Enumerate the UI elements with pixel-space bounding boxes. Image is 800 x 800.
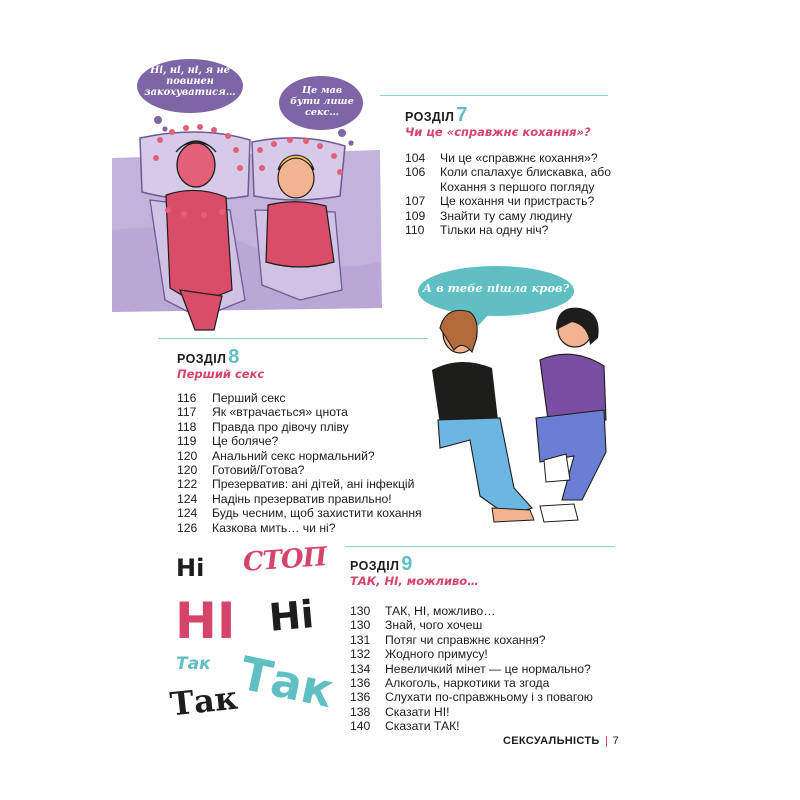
word-stop: СТОП bbox=[242, 542, 328, 578]
toc-item[interactable]: 118 Правда про дівочу пліву bbox=[177, 419, 349, 434]
chapter8-label: РОЗДІЛ bbox=[177, 352, 227, 366]
toc-item[interactable]: 119 Це боляче? bbox=[177, 434, 279, 449]
toc-item[interactable]: 136 Алкоголь, наркотики та згода bbox=[350, 676, 550, 691]
toc-item[interactable]: 122 Презерватив: ані дітей, ані інфекцій bbox=[177, 477, 415, 492]
chapter8-title: Перший секс bbox=[177, 367, 265, 381]
word-ni-small: Ні bbox=[176, 554, 205, 582]
word-tak-big: Так bbox=[235, 645, 339, 719]
thought-bubble-left: Ні, ні, ні, я не повинен закохуватися… bbox=[144, 65, 236, 98]
chapter9-toc bbox=[350, 604, 593, 734]
toc-item[interactable]: 124 Будь чесним, щоб захистити кохання bbox=[177, 506, 422, 521]
chapter8-number: 8 bbox=[228, 346, 240, 368]
thought-bubble-right: Це мав бути лише секс… bbox=[290, 85, 354, 118]
chapter8-heading bbox=[177, 346, 264, 381]
toc-item[interactable]: 131 Потяг чи справжнє кохання? bbox=[350, 632, 546, 647]
chapter9-heading bbox=[350, 553, 479, 588]
word-tak-black: Так bbox=[168, 678, 240, 724]
page-number: 7 bbox=[612, 735, 619, 747]
chapter9-rule bbox=[345, 546, 615, 547]
toc-item[interactable]: 134 Невеличкий мінет — це нормально? bbox=[350, 661, 591, 676]
toc-item[interactable]: 110 Тільки на одну ніч? bbox=[405, 223, 549, 238]
chapter9-title: ТАК, НІ, можливо… bbox=[350, 574, 479, 588]
toc-item[interactable]: 132 Жодного примусу! bbox=[350, 647, 488, 662]
toc-item[interactable]: 120 Готовий/Готова? bbox=[177, 463, 305, 478]
toc-item[interactable]: 116 Перший секс bbox=[177, 391, 286, 405]
word-ni-big: НІ bbox=[175, 592, 236, 650]
word-tak-small: Так bbox=[176, 654, 211, 674]
toc-item[interactable]: 140 Сказати ТАК! bbox=[350, 719, 460, 734]
toc-item[interactable]: 124 Надінь презерватив правильно! bbox=[177, 491, 392, 506]
chapter9-number: 9 bbox=[401, 553, 413, 575]
chapter8-rule bbox=[158, 338, 428, 339]
word-ni-mid: Ні bbox=[267, 592, 316, 640]
toc-item[interactable]: 107 Це кохання чи пристрасть? bbox=[405, 194, 595, 209]
toc-item[interactable]: 130 Знай, чого хочеш bbox=[350, 618, 483, 633]
toc-item[interactable]: 136 Слухати по-справжньому і з повагою bbox=[350, 690, 593, 705]
chapter9-label: РОЗДІЛ bbox=[350, 559, 400, 573]
chapter7-label: РОЗДІЛ bbox=[405, 110, 455, 124]
footer-section: СЕКСУАЛЬНІСТЬ bbox=[503, 735, 600, 747]
speech-bubble-girls: А в тебе пішла кров? bbox=[422, 281, 570, 295]
toc-item[interactable]: 120 Анальний секс нормальний? bbox=[177, 448, 375, 463]
toc-item[interactable]: 104 Чи це «справжнє кохання»? bbox=[405, 151, 598, 165]
chapter7-title: Чи це «справжнє кохання»? bbox=[405, 125, 591, 139]
page-footer bbox=[503, 735, 619, 747]
toc-item[interactable]: 117 Як «втрачається» цнота bbox=[177, 405, 348, 420]
toc-item[interactable]: 109 Знайти ту саму людину bbox=[405, 208, 573, 223]
toc-item[interactable]: 106 Коли спалахує блискавка, або bbox=[405, 165, 612, 180]
footer-divider bbox=[606, 736, 607, 747]
toc-item[interactable]: 138 Сказати НІ! bbox=[350, 704, 450, 719]
chapter7-number: 7 bbox=[456, 104, 468, 126]
chapter8-toc bbox=[177, 391, 422, 535]
toc-item[interactable]: 126 Казкова мить… чи ні? bbox=[177, 520, 336, 535]
toc-item[interactable]: Кохання з першого погляду bbox=[440, 179, 595, 194]
toc-item[interactable]: 130 ТАК, НІ, можливо… bbox=[350, 604, 496, 618]
